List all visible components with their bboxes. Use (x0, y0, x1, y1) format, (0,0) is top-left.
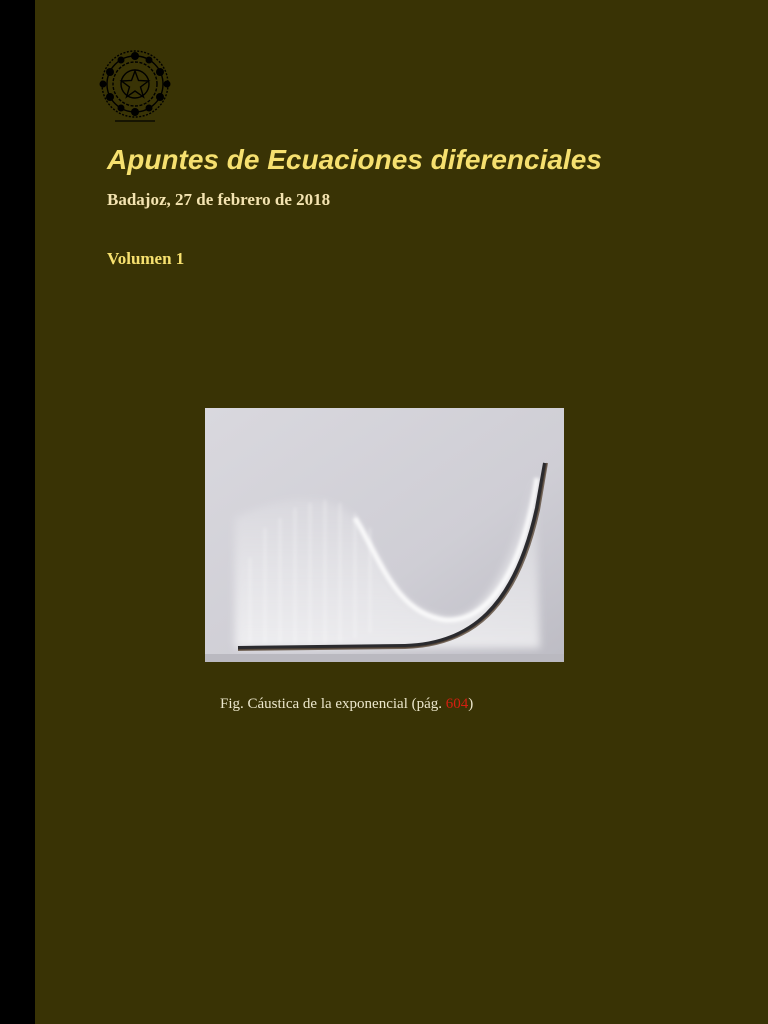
left-margin-strip (0, 0, 35, 1024)
volume-label: Volumen 1 (107, 249, 185, 268)
university-seal-icon (99, 50, 171, 124)
caption-closing: ) (468, 696, 474, 712)
caption-text: Fig. Cáustica de la exponencial (pág. (220, 696, 446, 712)
page-reference-link[interactable]: 604 (445, 696, 469, 712)
document-title: Apuntes de Ecuaciones diferenciales (107, 144, 602, 175)
date-line: Badajoz, 27 de febrero de 2018 (107, 190, 331, 209)
figure-caption (220, 694, 473, 714)
caustic-photo (205, 408, 564, 662)
